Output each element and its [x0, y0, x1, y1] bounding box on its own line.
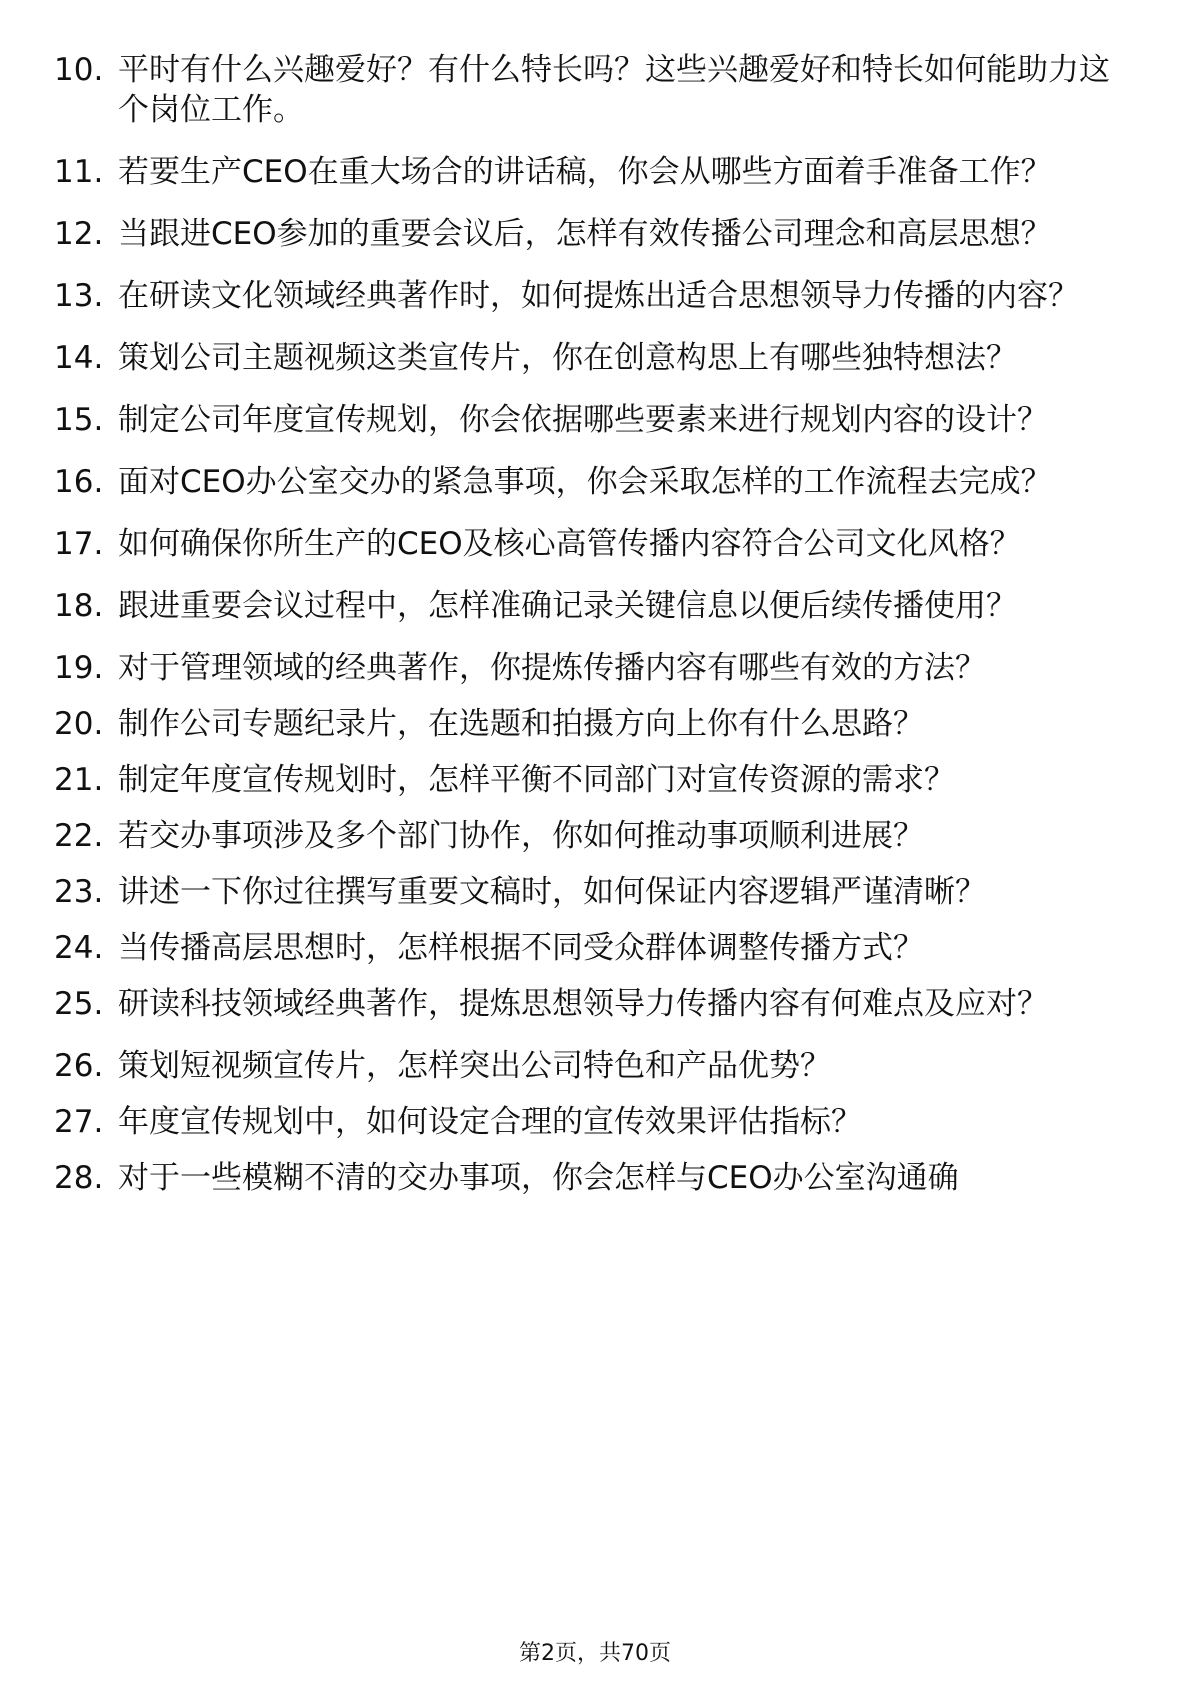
question-item	[54, 462, 1124, 502]
question-item	[54, 586, 1124, 626]
question-item	[54, 928, 1124, 968]
question-number: 24.	[54, 930, 104, 966]
question-item	[54, 276, 1124, 316]
question-number: 26.	[54, 1048, 104, 1084]
question-item	[54, 214, 1124, 254]
question-item	[54, 648, 1124, 688]
question-text: 对于管理领域的经典著作，你提炼传播内容有哪些有效的方法？	[118, 650, 986, 686]
question-text: 面对CEO办公室交办的紧急事项，你会采取怎样的工作流程去完成？	[118, 464, 1052, 500]
question-text: 在研读文化领域经典著作时，如何提炼出适合思想领导力传播的内容？	[118, 278, 1079, 314]
question-text: 若要生产CEO在重大场合的讲话稿，你会从哪些方面着手准备工作？	[118, 154, 1052, 190]
question-number: 21.	[54, 762, 104, 798]
question-text: 若交办事项涉及多个部门协作，你如何推动事项顺利进展？	[118, 818, 924, 854]
question-number: 23.	[54, 874, 104, 910]
question-number: 17.	[54, 526, 104, 562]
question-text: 制作公司专题纪录片，在选题和拍摄方向上你有什么思路？	[118, 706, 924, 742]
page-footer: 第2页，共70页	[519, 1641, 671, 1666]
question-text: 跟进重要会议过程中，怎样准确记录关键信息以便后续传播使用？	[118, 588, 1017, 624]
question-item	[54, 872, 1124, 912]
question-item	[54, 524, 1124, 564]
question-number: 22.	[54, 818, 104, 854]
question-number: 16.	[54, 464, 104, 500]
question-text: 对于一些模糊不清的交办事项，你会怎样与CEO办公室沟通确	[118, 1160, 959, 1196]
question-item	[54, 704, 1124, 744]
question-item	[54, 400, 1124, 440]
question-number: 28.	[54, 1160, 104, 1196]
question-text: 研读科技领域经典著作，提炼思想领导力传播内容有何难点及应对？	[118, 986, 1048, 1022]
question-text: 策划公司主题视频这类宣传片，你在创意构思上有哪些独特想法？	[118, 340, 1017, 376]
question-number: 11.	[54, 154, 104, 190]
question-item	[54, 1158, 1124, 1198]
question-item	[54, 152, 1124, 192]
question-text: 平时有什么兴趣爱好？有什么特长吗？这些兴趣爱好和特长如何能助力这个岗位工作。	[118, 52, 1110, 128]
question-number: 25.	[54, 986, 104, 1022]
question-number: 15.	[54, 402, 104, 438]
question-text: 当传播高层思想时，怎样根据不同受众群体调整传播方式？	[118, 930, 924, 966]
question-text: 讲述一下你过往撰写重要文稿时，如何保证内容逻辑严谨清晰？	[118, 874, 986, 910]
question-item	[54, 1046, 1124, 1086]
question-number: 12.	[54, 216, 104, 252]
question-item	[54, 338, 1124, 378]
question-number: 10.	[54, 52, 104, 88]
question-number: 18.	[54, 588, 104, 624]
question-item	[54, 984, 1124, 1024]
question-number: 19.	[54, 650, 104, 686]
question-text: 当跟进CEO参加的重要会议后，怎样有效传播公司理念和高层思想？	[118, 216, 1052, 252]
question-text: 策划短视频宣传片，怎样突出公司特色和产品优势？	[118, 1048, 831, 1084]
question-item	[54, 1102, 1124, 1142]
question-list	[54, 50, 1124, 1214]
question-item	[54, 50, 1124, 130]
question-number: 20.	[54, 706, 104, 742]
question-number: 14.	[54, 340, 104, 376]
question-text: 年度宣传规划中，如何设定合理的宣传效果评估指标？	[118, 1104, 862, 1140]
question-number: 13.	[54, 278, 104, 314]
question-item	[54, 816, 1124, 856]
question-text: 制定年度宣传规划时，怎样平衡不同部门对宣传资源的需求？	[118, 762, 955, 798]
question-text: 制定公司年度宣传规划，你会依据哪些要素来进行规划内容的设计？	[118, 402, 1048, 438]
question-number: 27.	[54, 1104, 104, 1140]
question-item	[54, 760, 1124, 800]
question-text: 如何确保你所生产的CEO及核心高管传播内容符合公司文化风格？	[118, 526, 1021, 562]
